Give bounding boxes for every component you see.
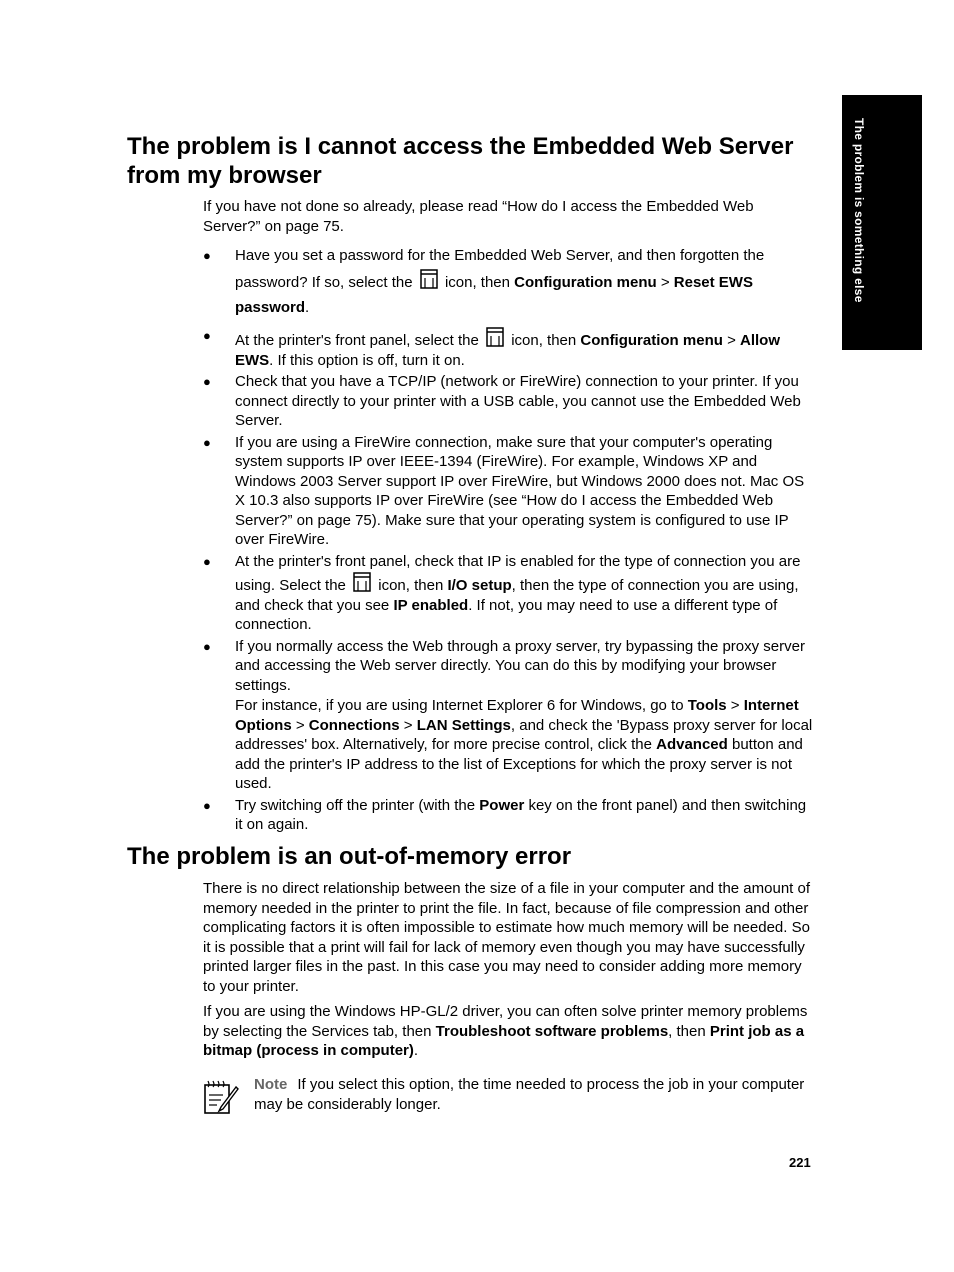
list-item-text: . [305, 299, 310, 316]
list-item-text: icon, then [444, 274, 510, 291]
bullet-symbol: ● [203, 638, 211, 654]
setup-menu-icon [352, 571, 372, 593]
status-ip-enabled: IP enabled [393, 596, 469, 614]
side-tab-label: The problem is something else [852, 118, 866, 303]
setup-menu-icon [485, 326, 505, 348]
menu-path-internet-options: Internet Options [235, 697, 799, 734]
list-item-subparagraph [235, 696, 815, 794]
list-item-text: If you normally access the Web through a proxy server, try bypassing the proxy server and accessing the Web server directly. You can do this by modifying your browser settings. [235, 637, 805, 694]
list-item [203, 796, 815, 835]
bullet-symbol: ● [203, 553, 211, 569]
path-separator: > [295, 716, 305, 734]
menu-path-lan-settings: LAN Settings [416, 716, 511, 734]
paragraph-text: If you are using the Windows HP-GL/2 driver, you can often solve printer memory problems by selecting the Services tab, then [203, 1003, 808, 1040]
list-item-text: Check that you have a TCP/IP (network or FireWire) connection to your printer. If you connect directly to your printer with a USB cable, you cannot use the Embedded Web Server. [235, 373, 801, 429]
menu-path-configuration: Configuration menu [514, 274, 657, 291]
list-item-text: Try switching off the printer (with the [235, 796, 476, 814]
note-label: Note [254, 1076, 288, 1093]
list-item [203, 243, 815, 320]
paragraph-text: , then [668, 1022, 706, 1040]
menu-path-connections: Connections [308, 716, 400, 734]
paragraph-text: . [413, 1042, 419, 1059]
list-item-text: key on the front panel) and then switching it on again. [235, 796, 807, 833]
path-separator: > [730, 697, 740, 714]
bullet-symbol: ● [203, 328, 211, 343]
advanced-button-reference: Advanced [656, 736, 728, 753]
setup-menu-icon [419, 268, 439, 290]
list-item [203, 637, 815, 794]
troubleshooting-list [203, 243, 815, 837]
menu-path-tools: Tools [687, 697, 727, 714]
list-item-text: , then the type of connection you are using, and check that you see [235, 577, 799, 614]
menu-path-configuration: Configuration menu [580, 332, 723, 349]
note [254, 1075, 814, 1114]
list-item-text: . If this option is off, turn it on. [269, 351, 465, 369]
bullet-symbol: ● [203, 374, 211, 389]
note-text: If you select this option, the time needed to process the job in your computer may be considerably longer. [254, 1076, 805, 1113]
menu-path-allow-ews: Allow EWS [235, 332, 781, 369]
list-item [203, 552, 815, 635]
menu-path-io-setup: I/O setup [447, 577, 512, 594]
path-separator: > [727, 332, 736, 349]
bullet-symbol: ● [203, 797, 211, 813]
bitmap-option-reference: Print job as a bitmap (process in computer) [203, 1022, 805, 1059]
driver-paragraph [203, 1002, 813, 1061]
list-item-text: icon, then [511, 332, 577, 349]
power-key-reference: Power [479, 796, 525, 814]
section-title-ews: The problem is I cannot access the Embedded Web Server from my browser [127, 133, 794, 189]
path-separator: > [660, 274, 670, 291]
intro-paragraph: If you have not done so already, please read “How do I access the Embedded Web Server?” on page 75. [203, 198, 754, 235]
list-item [203, 372, 815, 431]
memory-paragraph: There is no direct relationship between the size of a file in your computer and the amount of memory needed in the printer to print the file. In fact, because of file compression and other complicating factors it is often impossible to estimate how much memory will be needed. So it is possible that a print will fail for lack of memory even though you may have successfully printed larger files in the past. In this case you may need to consider adding more memory to your printer. [203, 880, 811, 995]
bullet-symbol: ● [203, 248, 211, 263]
page-number: 221 [789, 1155, 811, 1170]
list-item [203, 433, 815, 550]
subparagraph-text: button and add the printer's IP address to the list of Exceptions for which the proxy server is not used. [235, 736, 803, 792]
note-icon [203, 1079, 239, 1115]
list-item-text: Have you set a password for the Embedded Web Server, and then forgotten the password? If so, select the [235, 247, 765, 291]
menu-path-reset-ews-password: Reset EWS password [235, 274, 753, 316]
list-item-text: . If not, you may need to use a different type of connection. [235, 596, 778, 633]
section-title-memory: The problem is an out-of-memory error [127, 843, 572, 870]
troubleshoot-option-reference: Troubleshoot software problems [435, 1022, 669, 1040]
list-item-text: If you are using a FireWire connection, make sure that your computer's operating system supports IP over IEEE-1394 (FireWire). For example, Windows XP and Windows 2003 Server support IP over FireWire, but Windows 2000 does not. Mac OS X 10.3 also supports IP over FireWire (see “How do I access the Embedded Web Server?” on page 75). Make sure that your operating system is configured to use IP over FireWire. [235, 433, 805, 548]
bullet-symbol: ● [203, 434, 211, 450]
list-item-text: icon, then [378, 577, 444, 594]
path-separator: > [403, 716, 413, 734]
list-item-text: At the printer's front panel, check that IP is enabled for the type of connection you are using. Select the [235, 552, 801, 594]
subparagraph-text: , and check the 'Bypass proxy server for local addresses' box. Alternatively, for more precise control, click the [235, 716, 813, 753]
list-item-text: At the printer's front panel, select the [235, 332, 479, 349]
subparagraph-text: For instance, if you are using Internet Explorer 6 for Windows, go to [235, 697, 684, 714]
list-item [203, 326, 815, 370]
